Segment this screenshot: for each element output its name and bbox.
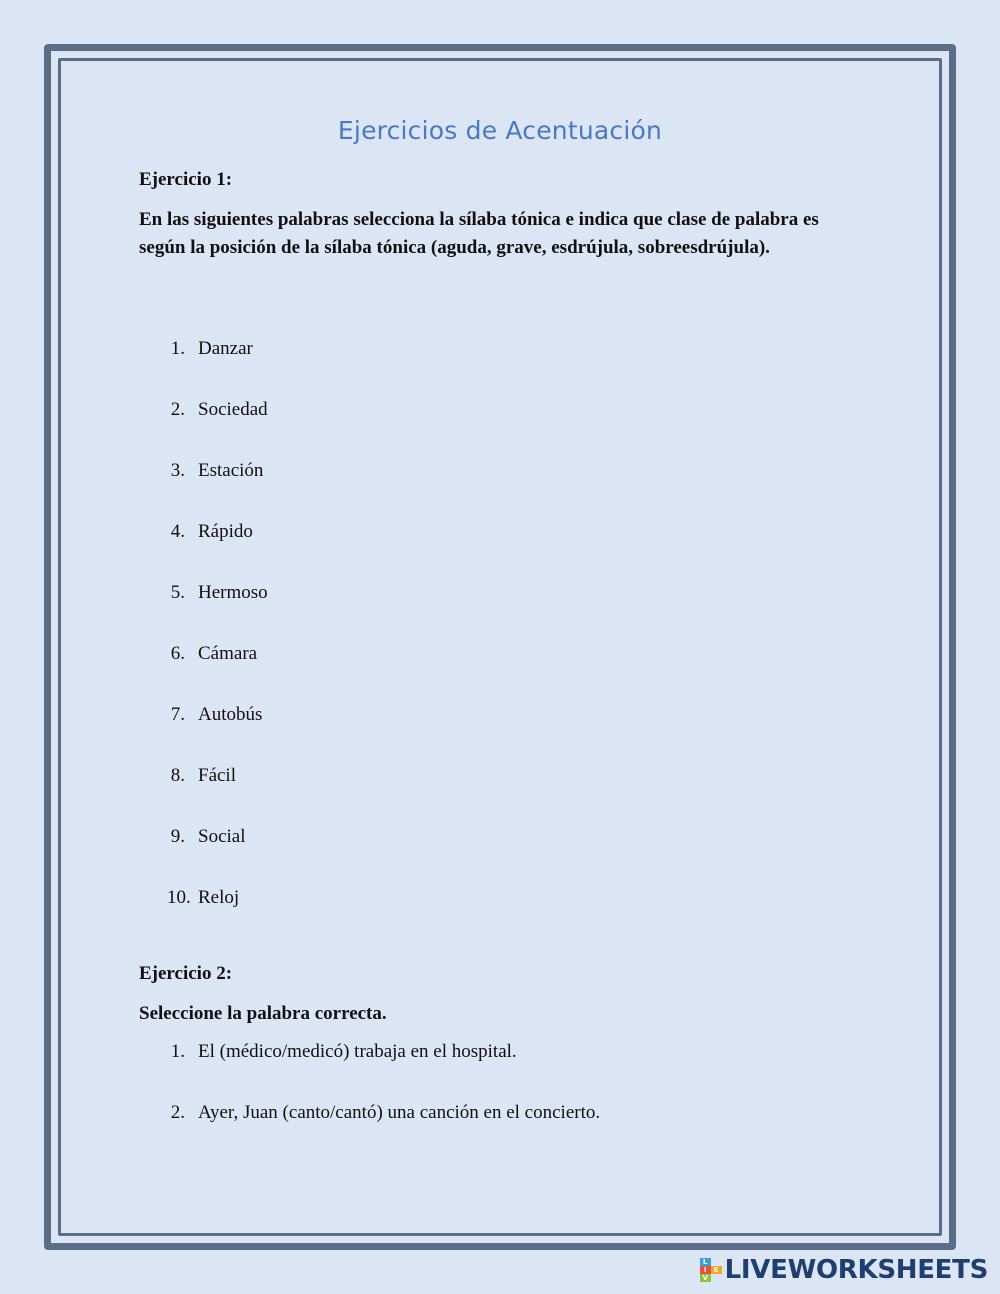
item-sentence: El (médico/medicó) trabaja en el hospital.	[198, 1041, 517, 1062]
item-number: 1.	[170, 338, 185, 359]
item-number: 7.	[170, 704, 185, 725]
liveworksheets-watermark	[700, 1256, 988, 1284]
item-number: 3.	[170, 460, 185, 481]
item-word: Cámara	[198, 643, 258, 664]
exercise-1-heading: Ejercicio 1:	[139, 169, 233, 190]
liveworksheets-logo-icon	[700, 1258, 722, 1282]
item-word: Social	[198, 826, 246, 847]
item-word: Sociedad	[198, 399, 268, 420]
watermark-text: LIVEWORKSHEETS	[724, 1255, 988, 1285]
item-word: Fácil	[198, 765, 236, 786]
logo-letter: E	[711, 1266, 722, 1274]
item-number: 4.	[170, 521, 185, 542]
item-number: 5.	[170, 582, 185, 603]
item-word: Reloj	[198, 887, 240, 908]
item-number: 8.	[170, 765, 185, 786]
item-sentence: Ayer, Juan (canto/cantó) una canción en el concierto.	[198, 1102, 601, 1123]
page-title: Ejercicios de Acentuación	[337, 116, 663, 145]
item-number: 10.	[167, 887, 191, 908]
item-word: Rápido	[198, 521, 253, 542]
item-number: 2.	[170, 1102, 185, 1123]
exercise-1-instruction: En las siguientes palabras selecciona la sílaba tónica e indica que clase de palabra es según la posición de la sílaba tónica (aguda, grave, esdrújula, sobreesdrújula).	[139, 209, 819, 258]
exercise-2-instruction: Seleccione la palabra correcta.	[139, 1003, 387, 1024]
logo-letter: L	[700, 1258, 711, 1266]
item-number: 2.	[170, 399, 185, 420]
item-number: 9.	[170, 826, 185, 847]
logo-letter: I	[700, 1266, 711, 1274]
logo-letter: V	[700, 1274, 711, 1282]
item-number: 1.	[170, 1041, 185, 1062]
item-word: Autobús	[198, 704, 263, 725]
item-word: Danzar	[198, 338, 253, 359]
exercise-2-heading: Ejercicio 2:	[139, 963, 233, 984]
item-number: 6.	[170, 643, 185, 664]
item-word: Estación	[198, 460, 264, 481]
item-word: Hermoso	[198, 582, 268, 603]
